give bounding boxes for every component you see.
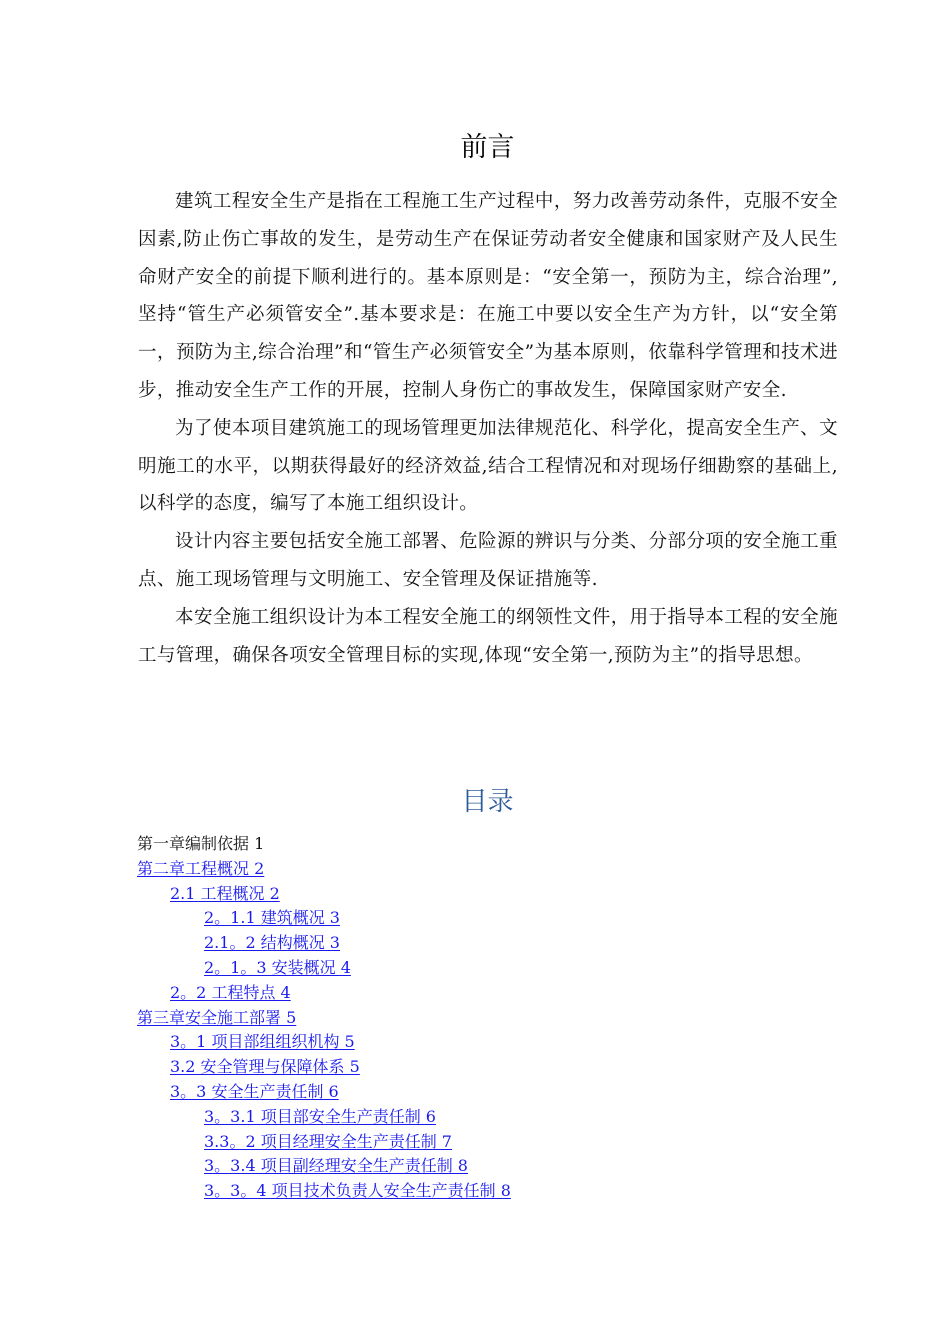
toc-link[interactable]: 2。1。3 安装概况 4	[204, 957, 351, 977]
toc-link[interactable]: 3。1 项目部组组织机构 5	[170, 1032, 355, 1052]
toc-title: 目录	[461, 787, 514, 817]
toc-entry	[137, 906, 837, 931]
toc-entry	[137, 857, 837, 882]
toc-entry	[137, 1179, 837, 1204]
toc-link[interactable]: 3。3 安全生产责任制 6	[170, 1081, 339, 1101]
toc-link[interactable]: 3。3。4 项目技术负责人安全生产责任制 8	[204, 1181, 511, 1201]
toc-entry	[137, 931, 837, 956]
toc-link[interactable]: 2。2 工程特点 4	[170, 982, 291, 1002]
toc-link[interactable]: 2。1.1 建筑概况 3	[204, 908, 340, 928]
toc-link[interactable]: 3.2 安全管理与保障体系 5	[170, 1057, 360, 1077]
toc-entry	[137, 981, 837, 1006]
preface-paragraph: 本安全施工组织设计为本工程安全施工的纲领性文件，用于指导本工程的安全施工与管理，确保各项安全管理目标的实现,体现“安全第一,预防为主”的指导思想。	[138, 606, 838, 666]
toc-entry	[137, 1006, 837, 1031]
toc-link[interactable]: 2.1 工程概况 2	[170, 883, 280, 903]
toc-link[interactable]: 3.3。2 项目经理安全生产责任制 7	[204, 1131, 452, 1151]
toc-entry	[137, 1105, 837, 1130]
toc-link[interactable]: 3。3.1 项目部安全生产责任制 6	[204, 1106, 436, 1126]
toc-link[interactable]: 第三章安全施工部署 5	[137, 1007, 297, 1027]
table-of-contents	[137, 832, 837, 1204]
preface-paragraph: 为了使本项目建筑施工的现场管理更加法律规范化、科学化，提高安全生产、文明施工的水平，以期获得最好的经济效益,结合工程情况和对现场仔细勘察的基础上,以科学的态度，编写了本施工组织设计。	[138, 417, 838, 515]
preface-title: 前言	[460, 132, 515, 163]
preface-paragraph: 设计内容主要包括安全施工部署、危险源的辨识与分类、分部分项的安全施工重点、施工现场管理与文明施工、安全管理及保证措施等.	[138, 531, 838, 590]
toc-text: 第一章编制依据 1	[137, 834, 265, 853]
toc-entry	[137, 832, 837, 857]
toc-link[interactable]: 3。3.4 项目副经理安全生产责任制 8	[204, 1156, 468, 1176]
toc-entry	[137, 1154, 837, 1179]
toc-entry	[137, 1130, 837, 1155]
toc-entry	[137, 956, 837, 981]
preface-body	[138, 183, 838, 674]
toc-entry	[137, 1030, 837, 1055]
toc-link[interactable]: 第二章工程概况 2	[137, 858, 265, 878]
toc-entry	[137, 1055, 837, 1080]
toc-entry	[137, 882, 837, 907]
toc-entry	[137, 1080, 837, 1105]
preface-paragraph: 建筑工程安全生产是指在工程施工生产过程中，努力改善劳动条件，克服不安全因素,防止伤亡事故的发生，是劳动生产在保证劳动者安全健康和国家财产及人民生命财产安全的前提下顺利进行的。基本原则是：“安全第一，预防为主，综合治理”,坚持“管生产必须管安全”.基本要求是：在施工中要以安全生产为方针，以“安全第一，预防为主,综合治理”和“管生产必须管安全”为基本原则，依靠科学管理和技术进步，推动安全生产工作的开展，控制人身伤亡的事故发生，保障国家财产安全.	[138, 191, 838, 401]
toc-link[interactable]: 2.1。2 结构概况 3	[204, 933, 340, 953]
